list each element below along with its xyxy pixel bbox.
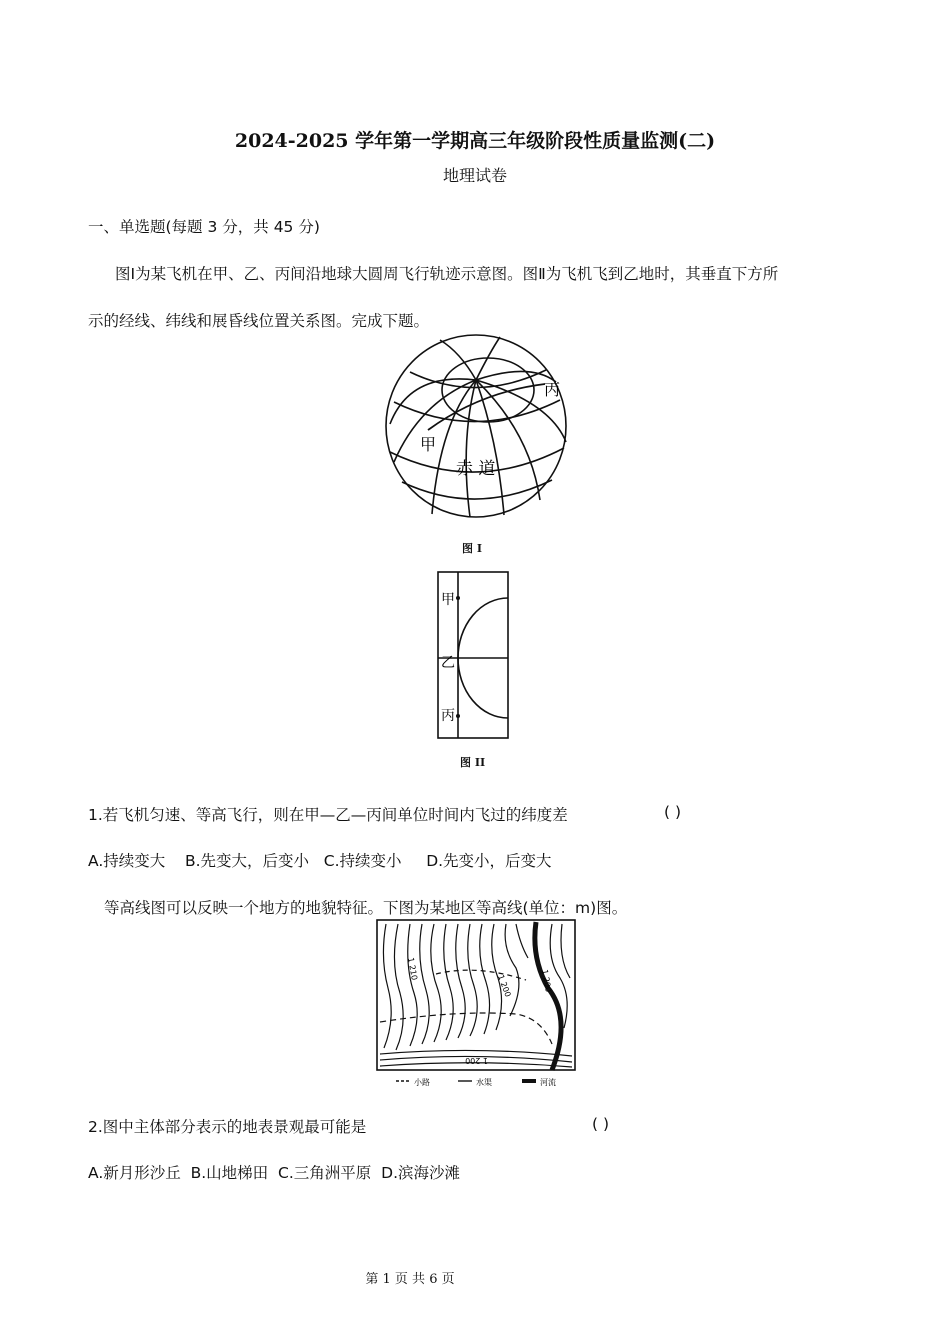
globe-label-equator: 赤 道 <box>456 459 496 479</box>
legend-trail: 小路 <box>414 1078 430 1087</box>
q2-options: A.新月形沙丘 B.山地梯田 C.三角洲平原 D.滨海沙滩 <box>88 1164 460 1182</box>
page-subtitle: 地理试卷 <box>442 166 507 185</box>
intro2: 等高线图可以反映一个地方的地貌特征。下图为某地区等高线(单位：m)图。 <box>104 899 628 917</box>
contour-label-1200-b: 1 200 <box>540 968 553 993</box>
legend-river: 河流 <box>540 1078 556 1087</box>
contour-map <box>376 918 578 1090</box>
contour-label-1200-a: 1 200 <box>496 973 513 999</box>
trail-path <box>380 1013 552 1044</box>
section-heading: 一、单选题(每题 3 分，共 45 分) <box>88 218 320 236</box>
page-title: 2024-2025 学年第一学期高三年级阶段性质量监测(二) <box>234 130 716 152</box>
globe-figure <box>380 332 572 522</box>
q1-options: A.持续变大 B.先变大，后变小 C.持续变小 D.先变小，后变大 <box>88 852 552 870</box>
legend-canal: 水渠 <box>476 1078 492 1087</box>
diag-label-bing: 丙 <box>441 708 455 724</box>
contour-label-1200-c: 1 200 <box>465 1056 488 1065</box>
q2-bracket: ( ) <box>592 1115 610 1133</box>
q2-stem: 2.图中主体部分表示的地表景观最可能是 <box>88 1118 367 1136</box>
contour-label-1210: 1 210 <box>406 956 419 981</box>
q1-bracket: ( ) <box>664 803 682 821</box>
globe-label-bing: 丙 <box>544 380 561 399</box>
diag-label-yi: 乙 <box>441 655 455 671</box>
globe-label-jia: 甲 <box>420 435 437 454</box>
river <box>535 922 561 1070</box>
figure1-caption: 图 I <box>462 542 482 555</box>
intro-line-2: 示的经线、纬线和展昏线位置关系图。完成下题。 <box>88 312 430 330</box>
position-diagram <box>436 570 512 740</box>
intro-line-1: 图Ⅰ为某飞机在甲、乙、丙间沿地球大圆周飞行轨迹示意图。图Ⅱ为飞机飞到乙地时，其垂直下方所 <box>115 265 779 283</box>
diag-label-jia: 甲 <box>441 592 455 608</box>
figure2-caption: 图 II <box>460 756 486 769</box>
page-footer: 第 1 页 共 6 页 <box>365 1272 455 1287</box>
q1-stem: 1.若飞机匀速、等高飞行，则在甲—乙—丙间单位时间内飞过的纬度差 <box>88 806 568 824</box>
